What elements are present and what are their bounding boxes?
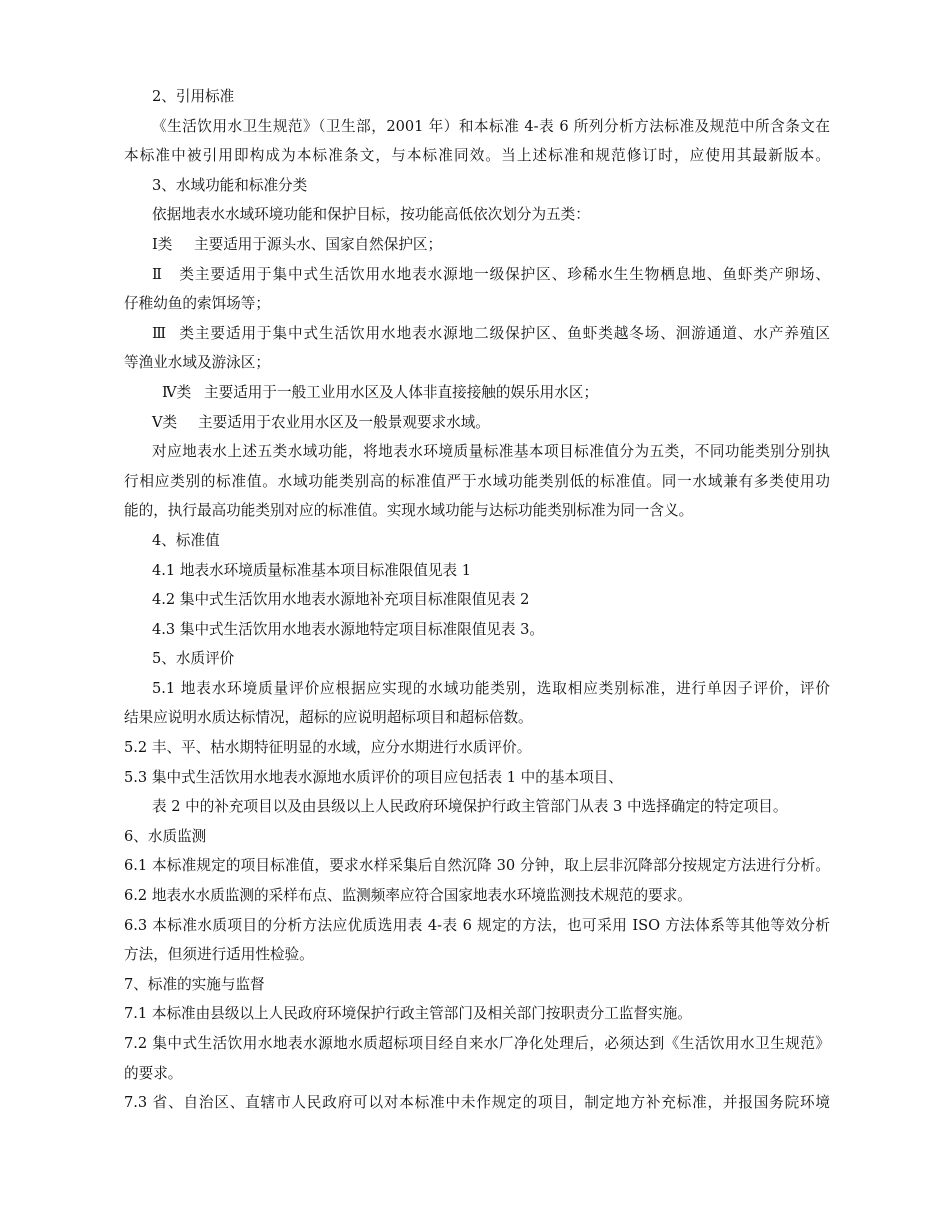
class-label: Ⅴ类 (152, 413, 178, 431)
class-text: 主要适用于一般工业用水区及人体非直接接触的娱乐用水区； (204, 383, 599, 401)
paragraph-line: 能的，执行最高功能类别对应的标准值。实现水域功能与达标功能类别标准为同一含义。 (124, 502, 694, 520)
paragraph-line: 6.3 本标准水质项目的分析方法应优质选用表 4-表 6 规定的方法，也可采用 ISO 方法体系等其他等效分析 (124, 916, 830, 934)
paragraph-line: 7.3 省、自治区、直辖市人民政府可以对本标准中未作规定的项目，制定地方补充标准，并报国务院环境 (124, 1094, 830, 1112)
paragraph-line: 等渔业水域及游泳区； (124, 354, 270, 372)
paragraph-line: 7.1 本标准由县级以上人民政府环境保护行政主管部门及相关部门按职责分工监督实施。 (124, 1005, 692, 1023)
class-label: Ⅳ类 (162, 383, 192, 401)
section-heading: 3、水域功能和标准分类 (152, 176, 308, 194)
class-item (124, 260, 830, 290)
class-label: Ⅲ类 (152, 324, 194, 342)
paragraph-line: 7.2 集中式生活饮用水地表水源地水质超标项目经自来水厂净化处理后，必须达到《生活饮用水卫生规范》 (124, 1035, 830, 1052)
document-page (124, 82, 830, 1118)
paragraph-line: 表 2 中的补充项目以及由县级以上人民政府环境保护行政主管部门从表 3 中选择确定的特定项目。 (152, 798, 788, 816)
paragraph-line: 对应地表水上述五类水域功能，将地表水环境质量标准基本项目标准值分为五类，不同功能类别分别执 (152, 443, 830, 461)
class-text: 主要适用于集中式生活饮用水地表水源地二级保护区、鱼虾类越冬场、洄游通道、水产养殖区 (194, 324, 830, 342)
paragraph-line: 仔稚幼鱼的索饵场等； (124, 295, 270, 313)
paragraph-line: 5.2 丰、平、枯水期特征明显的水域，应分水期进行水质评价。 (124, 739, 532, 757)
section-heading: 5、水质评价 (152, 650, 235, 668)
section-heading: 6、水质监测 (124, 827, 207, 845)
paragraph-line: 6.2 地表水水质监测的采样布点、监测频率应符合国家地表水环境监测技术规范的要求。 (124, 887, 692, 905)
section-heading: 7、标准的实施与监督 (124, 975, 265, 993)
class-text: 主要适用于农业用水区及一般景观要求水域。 (198, 413, 490, 431)
class-item (124, 230, 830, 260)
section-heading: 4、标准值 (152, 531, 220, 549)
paragraph-line: 依据地表水水域环境功能和保护目标，按功能高低依次划分为五类： (152, 206, 590, 224)
section-heading: 2、引用标准 (152, 88, 235, 105)
paragraph-line: 6.1 本标准规定的项目标准值，要求水样采集后自然沉降 30 分钟，取上层非沉降部分按规定方法进行分析。 (124, 857, 830, 875)
paragraph-line: 本标准中被引用即构成为本标准条文，与本标准同效。当上述标准和规范修订时，应使用其最新版本。 (124, 147, 830, 165)
paragraph-line: 的要求。 (124, 1064, 183, 1082)
paragraph-line: 4.2 集中式生活饮用水地表水源地补充项目标准限值见表 2 (152, 591, 530, 609)
paragraph-line: 行相应类别的标准值。水域功能类别高的标准值严于水域功能类别低的标准值。同一水域兼有多类使用功 (124, 472, 830, 490)
class-item (124, 319, 830, 349)
paragraph-line: 方法，但须进行适用性检验。 (124, 946, 314, 964)
class-text: 主要适用于源头水、国家自然保护区； (194, 235, 443, 253)
paragraph-line: 4.3 集中式生活饮用水地表水源地特定项目标准限值见表 3。 (152, 620, 545, 638)
paragraph-line: 结果应说明水质达标情况，超标的应说明超标项目和超标倍数。 (124, 709, 533, 727)
class-label: Ⅰ类 (152, 235, 173, 253)
class-label: Ⅱ类 (152, 265, 194, 283)
class-text: 主要适用于集中式生活饮用水地表水源地一级保护区、珍稀水生生物栖息地、鱼虾类产卵场、 (194, 265, 830, 283)
class-item (124, 408, 830, 438)
class-item (124, 378, 830, 408)
paragraph-line: 5.3 集中式生活饮用水地表水源地水质评价的项目应包括表 1 中的基本项目、 (124, 768, 623, 786)
paragraph-line: 4.1 地表水环境质量标准基本项目标准限值见表 1 (152, 561, 472, 579)
paragraph-line: 《生活饮用水卫生规范》（卫生部，2001 年）和本标准 4-表 6 所列分析方法标准及规范中所含条文在 (152, 117, 830, 135)
paragraph-line: 5.1 地表水环境质量评价应根据应实现的水域功能类别，选取相应类别标准，进行单因子评价，评价 (152, 679, 830, 697)
